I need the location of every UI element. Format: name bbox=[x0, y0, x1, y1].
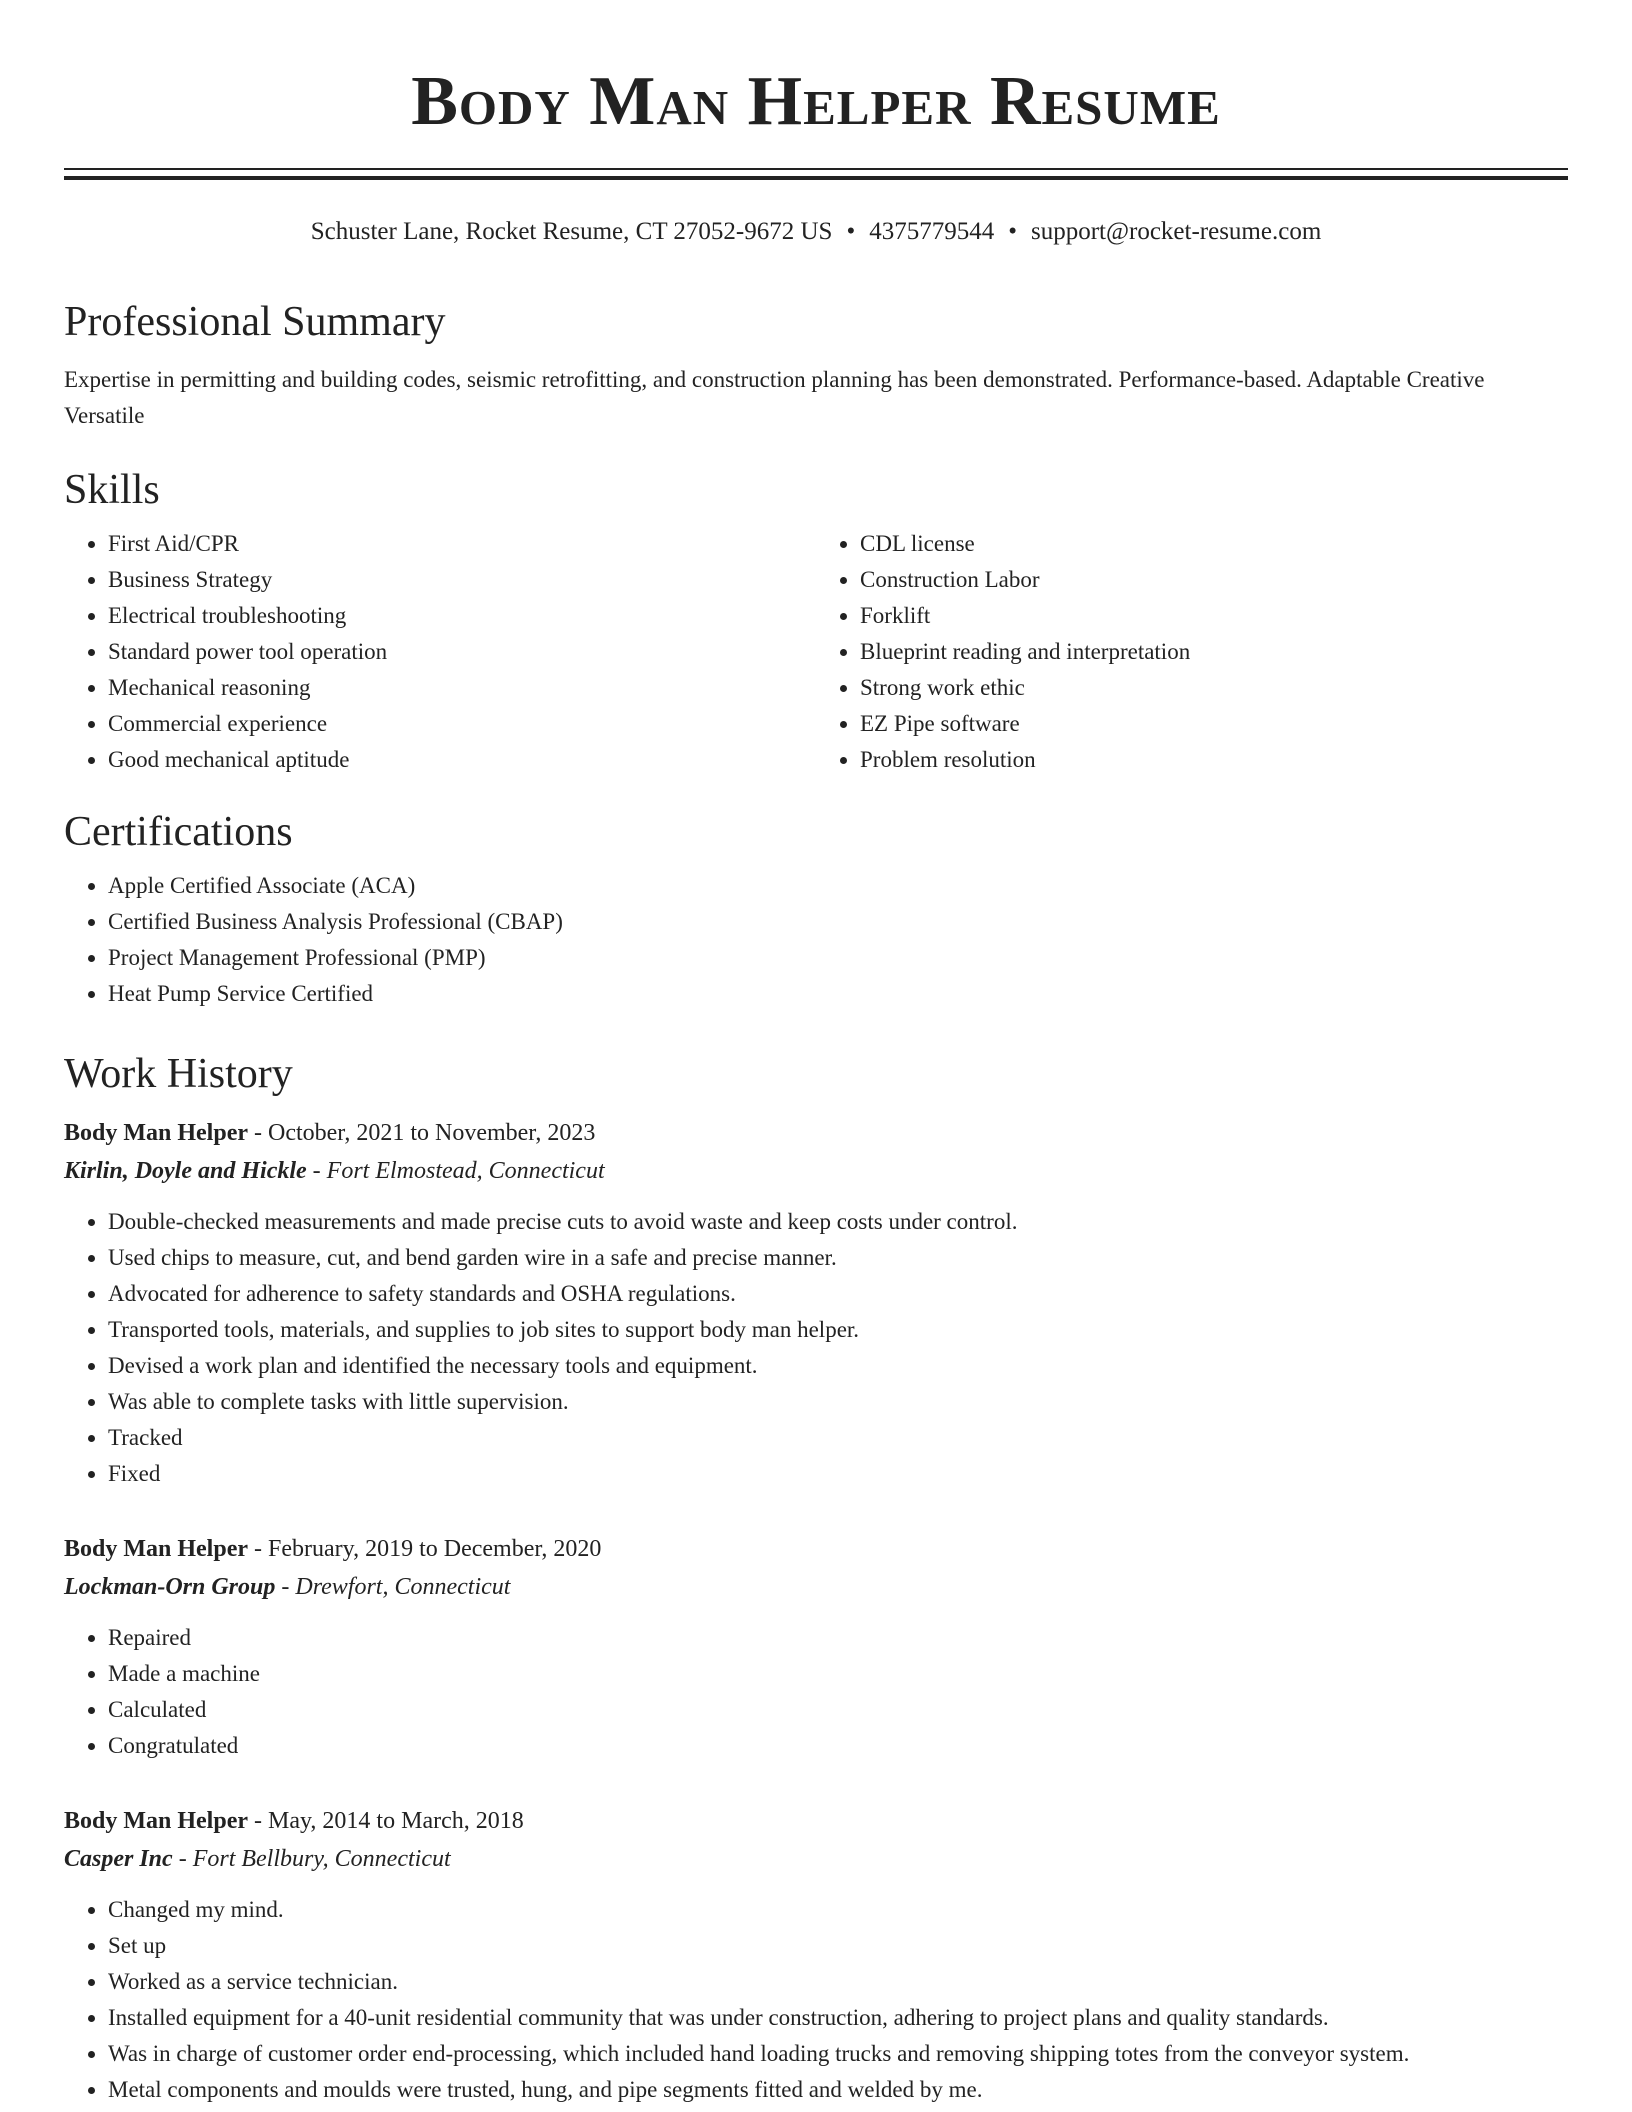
job-entry bbox=[64, 1114, 1568, 1492]
job-bullets bbox=[64, 1204, 1568, 1492]
contact-address: Schuster Lane, Rocket Resume, CT 27052-9672 US bbox=[310, 218, 833, 245]
job-company-line bbox=[64, 1568, 1568, 1606]
certification-item: • Certified Business Analysis Professional (CBAP) bbox=[108, 904, 1568, 940]
summary-text: Expertise in permitting and building codes, seismic retrofitting, and construction planning has been demonstrated. Performance-based. Adaptable Creative Versatile bbox=[64, 367, 1485, 428]
job-dates: October, 2021 to November, 2023 bbox=[268, 1120, 596, 1146]
job-bullet: • Was able to complete tasks with little supervision. bbox=[108, 1384, 1568, 1420]
skill-item: • EZ Pipe software bbox=[860, 706, 1568, 742]
job-location: Fort Bellbury, Connecticut bbox=[192, 1846, 451, 1872]
skills-section bbox=[64, 464, 1568, 778]
work-history-section bbox=[64, 1048, 1568, 2108]
job-bullets bbox=[64, 1892, 1568, 2108]
job-title-line bbox=[64, 1114, 1568, 1152]
job-dates: February, 2019 to December, 2020 bbox=[268, 1536, 602, 1562]
job-title: Body Man Helper bbox=[64, 1120, 248, 1146]
skill-item: • Standard power tool operation bbox=[108, 634, 816, 670]
skill-item: • Business Strategy bbox=[108, 562, 816, 598]
job-bullet: • Installed equipment for a 40-unit residential community that was under construction, adhering to project plans and quality standards. bbox=[108, 2000, 1568, 2036]
certification-item: • Apple Certified Associate (ACA) bbox=[108, 868, 1568, 904]
job-bullet: • Was in charge of customer order end-processing, which included hand loading trucks and removing shipping totes from the conveyor system. bbox=[108, 2036, 1568, 2072]
skill-item: • Commercial experience bbox=[108, 706, 816, 742]
job-company: Kirlin, Doyle and Hickle bbox=[64, 1158, 307, 1184]
skill-item: • Good mechanical aptitude bbox=[108, 742, 816, 778]
job-title-line bbox=[64, 1530, 1568, 1568]
skill-item: • Electrical troubleshooting bbox=[108, 598, 816, 634]
job-bullet: • Devised a work plan and identified the necessary tools and equipment. bbox=[108, 1348, 1568, 1384]
certifications-list bbox=[64, 868, 1568, 1012]
job-title: Body Man Helper bbox=[64, 1808, 248, 1834]
job-dash: - bbox=[275, 1574, 296, 1600]
skill-item: • Forklift bbox=[860, 598, 1568, 634]
job-title-line bbox=[64, 1802, 1568, 1840]
job-bullet: • Congratulated bbox=[108, 1728, 1568, 1764]
job-company-line bbox=[64, 1152, 1568, 1190]
skill-item: • Problem resolution bbox=[860, 742, 1568, 778]
job-bullet: • Calculated bbox=[108, 1692, 1568, 1728]
skill-item: • Mechanical reasoning bbox=[108, 670, 816, 706]
job-bullet: • Metal components and moulds were trusted, hung, and pipe segments fitted and welded by me. bbox=[108, 2072, 1568, 2108]
job-company-line bbox=[64, 1840, 1568, 1878]
job-bullets bbox=[64, 1620, 1568, 1764]
job-bullet: • Advocated for adherence to safety standards and OSHA regulations. bbox=[108, 1276, 1568, 1312]
job-location: Fort Elmostead, Connecticut bbox=[326, 1158, 605, 1184]
job-bullet: • Worked as a service technician. bbox=[108, 1964, 1568, 2000]
job-bullet: • Double-checked measurements and made precise cuts to avoid waste and keep costs under control. bbox=[108, 1204, 1568, 1240]
job-location: Drewfort, Connecticut bbox=[295, 1574, 511, 1600]
jobs-list bbox=[64, 1114, 1568, 2108]
skill-item: • Blueprint reading and interpretation bbox=[860, 634, 1568, 670]
summary-heading: Professional Summary bbox=[64, 299, 446, 345]
job-dash: - bbox=[172, 1846, 193, 1872]
job-bullet: • Fixed bbox=[108, 1456, 1568, 1492]
certifications-heading: Certifications bbox=[64, 809, 293, 855]
skill-item: • Strong work ethic bbox=[860, 670, 1568, 706]
skills-heading: Skills bbox=[64, 467, 160, 513]
contact-separator: • bbox=[1008, 218, 1017, 245]
work-history-heading: Work History bbox=[64, 1051, 293, 1097]
summary-section bbox=[64, 296, 1568, 434]
job-company: Lockman-Orn Group bbox=[64, 1574, 276, 1600]
resume-page bbox=[64, 0, 1568, 2108]
resume-title: Body Man Helper Resume bbox=[411, 63, 1221, 140]
job-bullet: • Used chips to measure, cut, and bend garden wire in a safe and precise manner. bbox=[108, 1240, 1568, 1276]
skills-list-left bbox=[64, 526, 816, 778]
job-title: Body Man Helper bbox=[64, 1536, 248, 1562]
contact-separator: • bbox=[846, 218, 856, 245]
job-company: Casper Inc bbox=[64, 1846, 173, 1872]
job-dash: - bbox=[248, 1536, 268, 1562]
skills-list-right bbox=[816, 526, 1568, 778]
job-entry bbox=[64, 1802, 1568, 2108]
job-dates: May, 2014 to March, 2018 bbox=[268, 1808, 524, 1834]
certifications-section bbox=[64, 806, 1568, 1012]
job-dash: - bbox=[306, 1158, 327, 1184]
job-bullet: • Repaired bbox=[108, 1620, 1568, 1656]
job-dash: - bbox=[248, 1120, 268, 1146]
job-bullet: • Transported tools, materials, and supplies to job sites to support body man helper. bbox=[108, 1312, 1568, 1348]
job-dash: - bbox=[248, 1808, 268, 1834]
job-bullet: • Changed my mind. bbox=[108, 1892, 1568, 1928]
contact-phone: 4375779544 bbox=[869, 218, 995, 245]
skill-item: • Construction Labor bbox=[860, 562, 1568, 598]
job-bullet: • Set up bbox=[108, 1928, 1568, 1964]
job-entry bbox=[64, 1530, 1568, 1764]
title-divider bbox=[64, 168, 1568, 180]
contact-email: support@rocket-resume.com bbox=[1030, 218, 1322, 245]
contact-line bbox=[64, 216, 1568, 248]
job-bullet: • Tracked bbox=[108, 1420, 1568, 1456]
skills-grid bbox=[64, 526, 1568, 778]
certification-item: • Project Management Professional (PMP) bbox=[108, 940, 1568, 976]
skill-item: • First Aid/CPR bbox=[108, 526, 816, 562]
job-bullet: • Made a machine bbox=[108, 1656, 1568, 1692]
skill-item: • CDL license bbox=[860, 526, 1568, 562]
certification-item: • Heat Pump Service Certified bbox=[108, 976, 1568, 1012]
